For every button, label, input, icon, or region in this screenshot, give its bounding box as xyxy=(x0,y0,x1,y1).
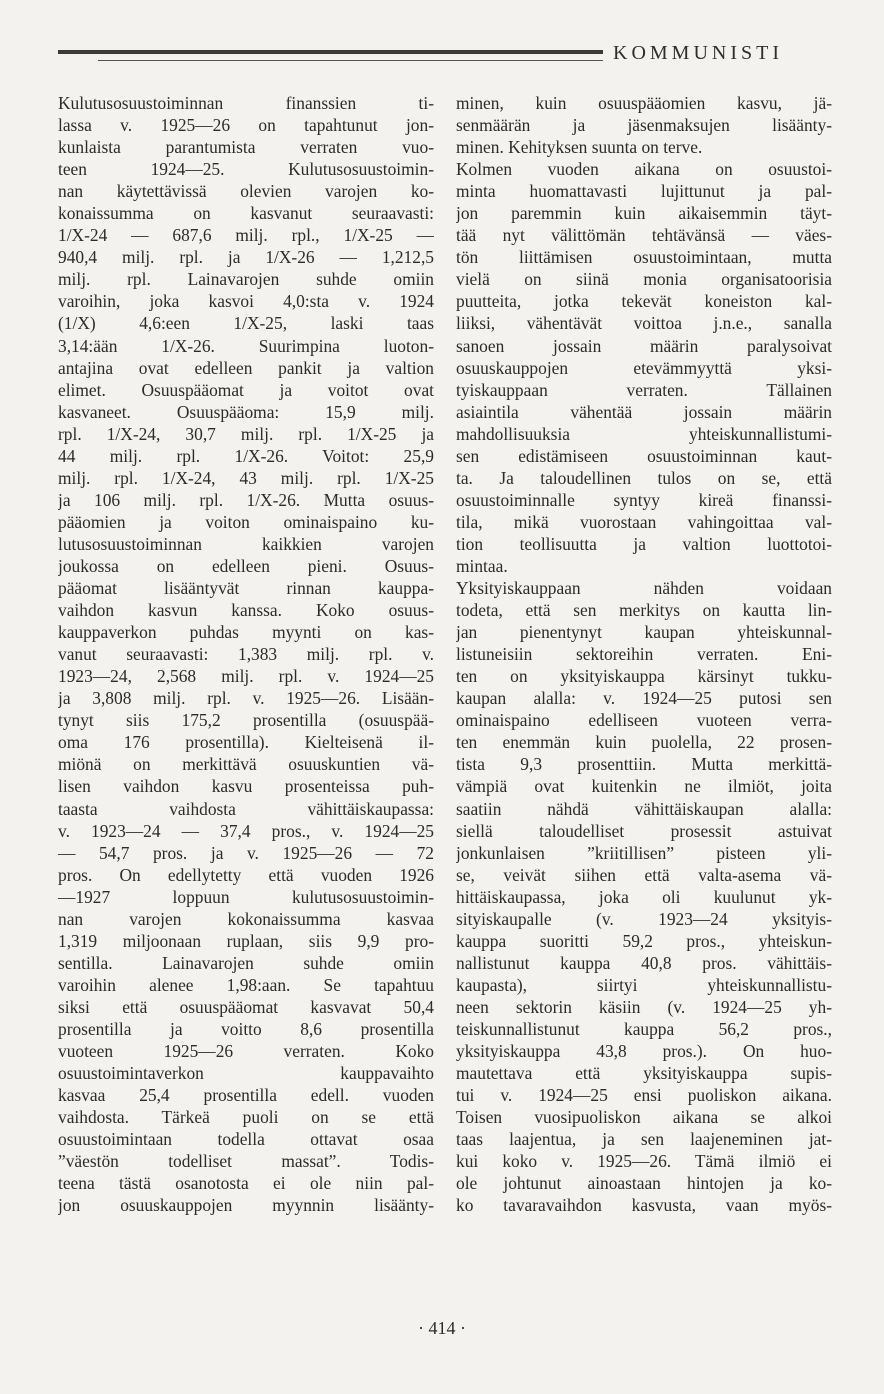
text-line: jon osuuskauppojen myynnin lisäänty- xyxy=(58,1195,434,1216)
text-line: tää nyt välittömän tehtävänsä — väes- xyxy=(456,225,832,246)
page-number: · 414 · xyxy=(418,1318,466,1338)
text-line: ominaispaino edelliseen vuoteen verra- xyxy=(456,710,832,731)
text-line: ”väestön todelliset massat”. Todis- xyxy=(58,1151,434,1172)
text-line: taasta vaihdosta vähittäiskaupassa: xyxy=(58,798,434,819)
text-line: tista 9,3 prosenttiin. Mutta merkittä- xyxy=(456,754,832,775)
text-line: jon paremmin kuin aikaisemmin täyt- xyxy=(456,203,832,224)
text-line: osuustoimintaan todella ottavat osaa xyxy=(58,1129,434,1150)
text-line: rpl. 1/X-24, 30,7 milj. rpl. 1/X-25 ja xyxy=(58,423,434,444)
text-line: vanut seuraavasti: 1,383 milj. rpl. v. xyxy=(58,644,434,665)
text-line: oma 176 prosentilla). Kielteisenä il- xyxy=(58,732,434,753)
text-line: osuustoiminnalle syntyy kireä finanssi- xyxy=(456,489,832,510)
text-line: sanoen jossain määrin paralysoivat xyxy=(456,335,832,356)
text-line: sen edistämiseen osuustoiminnan kaut- xyxy=(456,445,832,466)
text-line: lutusosuustoiminnan kaikkien varojen xyxy=(58,533,434,554)
text-line: ko tavaravaihdon kasvusta, vaan myös- xyxy=(456,1195,832,1216)
text-line: siksi että osuuspääomat kasvavat 50,4 xyxy=(58,996,434,1017)
text-line: nan varojen kokonaissumma kasvaa xyxy=(58,908,434,929)
text-line: sityiskaupalle (v. 1923—24 yksityis- xyxy=(456,908,832,929)
text-line: minta huomattavasti lujittunut ja pal- xyxy=(456,181,832,202)
text-line: siellä taloudelliset prosessit astuivat xyxy=(456,820,832,841)
text-line: kasvaneet. Osuuspääoma: 15,9 milj. xyxy=(58,401,434,422)
text-line: liiksi, vähentävät voittoa j.n.e., sanalla xyxy=(456,313,832,334)
text-line: — 54,7 pros. ja v. 1925—26 — 72 xyxy=(58,842,434,863)
text-line: —1927 loppuun kulutusosuustoimin- xyxy=(58,886,434,907)
text-line: mautettava että yksityiskauppa supis- xyxy=(456,1063,832,1084)
left-column xyxy=(58,92,434,1216)
text-line: kaupasta), siirtyi yhteiskunnallistu- xyxy=(456,974,832,995)
text-line: jan pienentynyt kaupan yhteiskunnal- xyxy=(456,622,832,643)
text-line: 1923—24, 2,568 milj. rpl. v. 1924—25 xyxy=(58,666,434,687)
text-line: teena tästä osanotosta ei ole niin pal- xyxy=(58,1173,434,1194)
text-line: hittäiskaupassa, joka oli kuulunut yk- xyxy=(456,886,832,907)
text-line: vaihdon kasvun kanssa. Koko osuus- xyxy=(58,600,434,621)
text-line: nallistunut kauppa 40,8 pros. vähittäis- xyxy=(456,952,832,973)
text-line: todeta, että sen merkitys on kautta lin- xyxy=(456,600,832,621)
text-line: Kulutusosuustoiminnan finanssien ti- xyxy=(58,93,434,113)
text-line: varoihin alenee 1,98:aan. Se tapahtuu xyxy=(58,974,434,995)
text-line: tila, mikä vuorostaan vahingoittaa val- xyxy=(456,511,832,532)
text-line: nan käytettävissä olevien varojen ko- xyxy=(58,181,434,202)
text-line: kui koko v. 1925—26. Tämä ilmiö ei xyxy=(456,1151,832,1172)
text-line: kaupan alalla: v. 1924—25 putosi sen xyxy=(456,688,832,709)
text-line: yksityiskauppa 43,8 pros.). On huo- xyxy=(456,1041,832,1062)
text-line: ja 106 milj. rpl. 1/X-26. Mutta osuus- xyxy=(58,489,434,510)
text-line: konaissumma on kasvanut seuraavasti: xyxy=(58,203,434,224)
text-line: elimet. Osuuspääomat ja voitot ovat xyxy=(58,379,434,400)
text-line: senmäärän ja jäsenmaksujen lisäänty- xyxy=(456,115,832,136)
text-line: tion teollisuutta ja valtion luottotoi- xyxy=(456,533,832,554)
text-line: asiaintila vähentää jossain määrin xyxy=(456,401,832,422)
text-line: 1/X-24 — 687,6 milj. rpl., 1/X-25 — xyxy=(58,225,434,246)
text-line: saatiin nähdä vähittäiskaupan alalla: xyxy=(456,798,832,819)
text-line: (1/X) 4,6:een 1/X-25, laski taas xyxy=(58,313,434,334)
text-line: 1,319 miljoonaan ruplaan, siis 9,9 pro- xyxy=(58,930,434,951)
text-line: Toisen vuosipuoliskon aikana se alkoi xyxy=(456,1107,832,1128)
text-line: minen. Kehityksen suunta on terve. xyxy=(456,137,703,158)
text-line: osuustoimintaverkon kauppavaihto xyxy=(58,1063,434,1084)
text-line: neen sektorin käsiin (v. 1924—25 yh- xyxy=(456,996,832,1017)
text-line: ja 3,808 milj. rpl. v. 1925—26. Lisään- xyxy=(58,688,434,709)
text-line: ten enemmän kuin puolella, 22 prosen- xyxy=(456,732,832,753)
text-line: puutteita, jotka tekevät koneiston kal- xyxy=(456,291,832,312)
text-line: mahdollisuuksia yhteiskunnallistumi- xyxy=(456,423,832,444)
text-line: tön liittämisen osuustoimintaan, mutta xyxy=(456,247,832,268)
text-line: mintaa. xyxy=(456,555,508,576)
text-line: milj. rpl. Lainavarojen suhde omiin xyxy=(58,269,434,290)
text-line: Kolmen vuoden aikana on osuustoi- xyxy=(456,159,832,180)
text-line: varoihin, joka kasvoi 4,0:sta v. 1924 xyxy=(58,291,434,312)
journal-title: KOMMUNISTI xyxy=(613,42,783,64)
text-line: vielä on siinä monia organisatoorisia xyxy=(456,269,832,290)
text-line: vämpiä ovat kuitenkin ne ilmiöt, joita xyxy=(456,776,832,797)
text-line: 44 milj. rpl. 1/X-26. Voitot: 25,9 xyxy=(58,445,434,466)
right-column xyxy=(456,92,832,1216)
text-line: teen 1924—25. Kulutusosuustoimin- xyxy=(58,159,434,180)
text-line: v. 1923—24 — 37,4 pros., v. 1924—25 xyxy=(58,820,434,841)
text-line: kunlaista parantumista verraten vuo- xyxy=(58,137,434,158)
text-line: minen, kuin osuuspääomien kasvu, jä- xyxy=(456,93,832,113)
text-line: miönä on merkittävä osuuskuntien vä- xyxy=(58,754,434,775)
header-rule-thin xyxy=(98,60,603,61)
text-line: jonkunlaisen ”kriitillisen” pisteen yli- xyxy=(456,842,832,863)
text-line: lassa v. 1925—26 on tapahtunut jon- xyxy=(58,115,434,136)
page-header xyxy=(58,40,848,80)
text-line: Yksityiskauppaan nähden voidaan xyxy=(456,578,832,599)
text-line: teiskunnallistunut kauppa 56,2 pros., xyxy=(456,1018,832,1039)
text-line: taas laajentua, ja sen laajeneminen jat- xyxy=(456,1129,832,1150)
text-line: ten on yksityiskauppa kärsinyt tukku- xyxy=(456,666,832,687)
text-line: kasvaa 25,4 prosentilla edell. vuoden xyxy=(58,1085,434,1106)
text-line: kauppaverkon puhdas myynti on kas- xyxy=(58,622,434,643)
text-line: se, veivät siihen että valta-asema vä- xyxy=(456,864,832,885)
text-line: lisen vaihdon kasvu prosenteissa puh- xyxy=(58,776,434,797)
text-line: osuuskauppojen etevämmyyttä yksi- xyxy=(456,357,832,378)
text-line: kauppa suoritti 59,2 pros., yhteiskun- xyxy=(456,930,832,951)
text-line: tyiskauppaan verraten. Tällainen xyxy=(456,379,832,400)
text-line: sentilla. Lainavarojen suhde omiin xyxy=(58,952,434,973)
text-line: joukossa on edelleen pieni. Osuus- xyxy=(58,555,434,576)
text-line: milj. rpl. 1/X-24, 43 milj. rpl. 1/X-25 xyxy=(58,467,434,488)
header-rule xyxy=(58,50,603,54)
text-line: pääomien ja voiton ominaispaino ku- xyxy=(58,511,434,532)
text-line: vaihdosta. Tärkeä puoli on se että xyxy=(58,1107,434,1128)
text-line: tynyt siis 175,2 prosentilla (osuuspää- xyxy=(58,710,434,731)
text-line: 3,14:ään 1/X-26. Suurimpina luoton- xyxy=(58,335,434,356)
text-line: ole johtunut ainoastaan hintojen ja ko- xyxy=(456,1173,832,1194)
text-line: vuoteen 1925—26 verraten. Koko xyxy=(58,1041,434,1062)
text-line: pros. On edellytetty että vuoden 1926 xyxy=(58,864,434,885)
text-line: prosentilla ja voitto 8,6 prosentilla xyxy=(58,1018,434,1039)
text-line: pääomat lisääntyvät rinnan kauppa- xyxy=(58,578,434,599)
text-line: antajina ovat edelleen pankit ja valtion xyxy=(58,357,434,378)
text-line: listuneisiin sektoreihin verraten. Eni- xyxy=(456,644,832,665)
text-line: 940,4 milj. rpl. ja 1/X-26 — 1,212,5 xyxy=(58,247,434,268)
text-line: ta. Ja taloudellinen tulos on se, että xyxy=(456,467,832,488)
text-line: tui v. 1924—25 ensi puoliskon aikana. xyxy=(456,1085,832,1106)
